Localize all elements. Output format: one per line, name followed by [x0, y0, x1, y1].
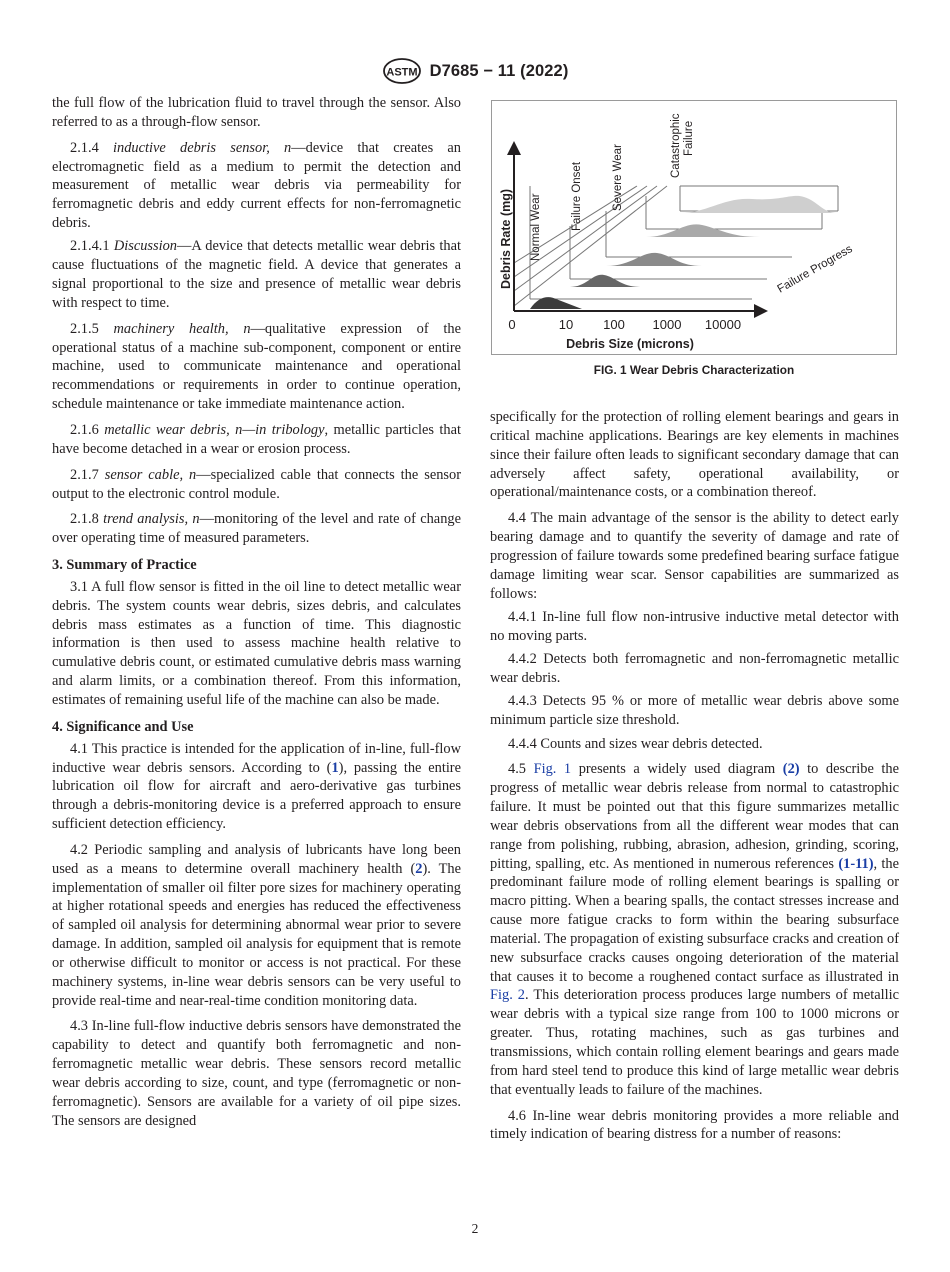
- x-tick-label: 1000: [652, 317, 682, 332]
- left-column: [52, 94, 461, 1135]
- stage-label-failure: Failure: [683, 120, 695, 156]
- standard-designation: D7685 − 11 (2022): [429, 61, 569, 80]
- wear-debris-diagram: [492, 101, 896, 354]
- section-number: 2.1.4.1: [70, 238, 110, 255]
- x-axis-label: Debris Size (microns): [566, 337, 694, 351]
- section-number: 2.1.4: [70, 139, 99, 156]
- page-number: 2: [471, 1221, 479, 1236]
- x-tick-label: 10: [558, 317, 574, 332]
- paragraph-4-1: [52, 740, 461, 834]
- paragraph-text: ), passing the entire lubrication oil flow for aircraft and aero-derivative gas turbines through a debris-monitoring device is a preferred approach to ensure sufficient detection efficiency.: [52, 759, 461, 833]
- right-column: [490, 408, 899, 1149]
- paragraph-text: , the predominant failure mode of rolling element bearings is spalling or macro pitting. When a bearing spalls, the contact stresses increase and cause more fatigue cracks to form within the bearing subsurface material. The propagation of existing subsurface cracks and creation of new subsurface cracks causes ongoing deterioration of the material that causes it to become a roughened contact surface as illustrated in: [490, 855, 900, 985]
- paragraph-4-6: 4.6 In-line wear debris monitoring provides a more reliable and timely indication of bearing distress for a number of reasons:: [490, 1107, 899, 1143]
- stage-label-catastrophic: Catastrophic: [670, 113, 682, 178]
- paragraph-2-1-4-1: [52, 237, 461, 312]
- paragraph-4-5: [490, 760, 899, 1099]
- paragraph-text: . This deterioration process produces large numbers of metallic wear debris with a typical size range from 100 to 1000 microns or greater. Thus, rotating machines, such as gas turbines and transmissions, which contain rolling element bearings and gears made from hard steel tend to produce this kind of large metallic wear debris that eventually leads to failure of the machines.: [490, 987, 899, 1098]
- x-tick-label: 100: [603, 317, 625, 332]
- paragraph-2-1-8: [52, 510, 461, 548]
- paragraph-text: ). The implementation of smaller oil filter pore sizes for machinery operating at higher rotational speeds and energies has reduced the effectiveness of sampled oil analysis for determining abnormal wear prior to severe damage. In addition, sampled oil analysis for equipment that is remote or otherwise difficult to monitor or access is not practical. For these machinery systems, in-line wear debris sensors can be very useful to provide real-time and near-real-time condition monitoring data.: [52, 860, 461, 1009]
- figure-2-link[interactable]: Fig. 2: [490, 987, 525, 1004]
- paragraph-continuation: specifically for the protection of rolling element bearings and gears in critical machine applications. Bearings are key elements in machines since their failure often leads to significant secondary damage that can adversely affect safety, operational availability, or operational/maintenance costs, or a combination thereof.: [490, 409, 899, 501]
- x-tick-label: 0: [508, 317, 516, 332]
- paragraph-4-4-2: 4.4.2 Detects both ferromagnetic and non-ferromagnetic metallic wear debris.: [490, 651, 899, 686]
- definition-text: , metallic particles that have become detached in a wear or erosion process.: [52, 422, 461, 457]
- stage-label-failure-onset: Failure Onset: [571, 161, 583, 231]
- failure-onset-distribution: [570, 275, 642, 287]
- definition-text: —qualitative expression of the operational status of a machine sub-component, component or entire machine, used to communicate maintenance and operational recommendations or requirements in order to continue operation, schedule maintenance or take immediate maintenance action.: [52, 320, 461, 413]
- y-axis-label: Debris Rate (mg): [499, 188, 513, 289]
- figure-1: [491, 100, 897, 355]
- svg-text:ASTM: ASTM: [385, 66, 418, 79]
- discussion-text: —A device that detects metallic wear debris that cause fluctuations of the magnetic field. A device that generates a signal proportional to the size and presence of metallic wear debris with respect to time.: [52, 238, 461, 311]
- x-tick-label: 10000: [704, 317, 742, 332]
- astm-logo-icon: [382, 58, 422, 84]
- reference-link-2[interactable]: 2: [415, 860, 423, 877]
- page-header: [0, 58, 950, 84]
- section-number: 2.1.7: [70, 466, 99, 483]
- reference-link-1[interactable]: 1: [331, 759, 339, 776]
- paragraph-4-4-1: 4.4.1 In-line full flow non-intrusive inductive metal detector with no moving parts.: [490, 608, 899, 644]
- depth-axis-label: Failure Progress: [775, 243, 855, 296]
- paragraph-text: 4.1 This practice is intended for the application of in-line, full-flow inductive wear debris sensors. According to (: [52, 740, 461, 776]
- section-number: 2.1.8: [70, 511, 99, 528]
- paragraph-4-4-4: 4.4.4 Counts and sizes wear debris detected.: [508, 735, 763, 752]
- definition-text: —specialized cable that connects the sensor output to the electronic control module.: [52, 466, 461, 502]
- paragraph-4-3: 4.3 In-line full-flow inductive debris sensors have demonstrated the capability to detect and quantify both ferromagnetic and non-ferromagnetic metallic wear debris. These sensors record metallic wear debris according to size, count, and type (ferromagnetic or non-ferromagnetic). Sensors are available for a variety of oil pipe sizes. The sensors are designed: [52, 1018, 461, 1129]
- paragraph-3-1: 3.1 A full flow sensor is fitted in the oil line to detect metallic wear debris. The system counts wear debris, sizes debris, and calculates debris mass estimates as a function of time. This diagnostic information is then used to assess machine health relative to cumulative debris count, or estimated cumulative debris mass warning and alarm limits, or a combination thereof. From this information, estimates of remaining useful life of the machine can also be made.: [52, 578, 461, 708]
- section-number: 2.1.6: [70, 422, 99, 438]
- figure-caption: FIG. 1 Wear Debris Characterization: [593, 363, 795, 377]
- catastrophic-distribution: [680, 196, 838, 213]
- defined-term: sensor cable, n: [104, 466, 197, 483]
- reference-link-2[interactable]: (2): [782, 761, 800, 778]
- section-number: 2.1.5: [70, 320, 99, 337]
- definition-text: —monitoring of the level and rate of change over operating time of measured parameters.: [52, 511, 461, 547]
- defined-term: trend analysis, n: [103, 511, 200, 528]
- stage-label-severe-wear: Severe Wear: [612, 144, 624, 211]
- severe-wear-distribution: [606, 253, 702, 266]
- paragraph-2-1-4: [52, 139, 461, 233]
- paragraph-2-1-6: [52, 421, 461, 459]
- reference-link-1-11[interactable]: (1-11): [838, 855, 874, 872]
- section-heading-4: 4. Significance and Use: [52, 718, 194, 735]
- paragraph-text: presents a widely used diagram: [571, 761, 783, 778]
- paragraph-4-4: 4.4 The main advantage of the sensor is the ability to detect early bearing damage and to quantify the severity of damage and rate of progression of failure towards some predefined bearing surface fatigue damage limiting wear scar. Sensor capabilities are summarized as follows:: [490, 510, 899, 602]
- progress-distribution: [646, 224, 760, 237]
- definition-text: —device that creates an electromagnetic field as a medium to permit the detection and measurement of metallic wear debris via permeability for ferromagnetic debris and eddy current effects for non-ferromagnetic debris.: [52, 139, 461, 232]
- paragraph-text: to describe the progress of metallic wear debris release from normal to catastrophic failure. It must be pointed out that this figure summarizes metallic wear debris observations from all the different wear modes that can range from polishing, rubbing, abrasion, adhesion, grinding, scoring, pitting, spalling, etc. As mentioned in numerous references: [490, 761, 899, 872]
- paragraph-2-1-5: [52, 320, 461, 414]
- figure-1-link[interactable]: Fig. 1: [533, 761, 572, 778]
- paragraph-continuation: the full flow of the lubrication fluid to travel through the sensor. Also referred to as a through-flow sensor.: [52, 95, 461, 130]
- defined-term: inductive debris sensor, n: [113, 139, 292, 156]
- defined-term: metallic wear debris, n—in tribology: [104, 422, 325, 438]
- paragraph-2-1-7: [52, 466, 461, 504]
- paragraph-4-2: [52, 841, 461, 1011]
- paragraph-text: 4.2 Periodic sampling and analysis of lubricants have long been used as a means to determine overall machinery health (: [52, 841, 461, 877]
- stage-label-normal-wear: Normal Wear: [530, 193, 542, 261]
- section-heading-3: 3. Summary of Practice: [52, 557, 197, 574]
- paragraph-4-4-3: 4.4.3 Detects 95 % or more of metallic wear debris above some minimum particle size threshold.: [490, 693, 899, 729]
- paragraph-text: 4.5: [508, 761, 534, 778]
- discussion-label: Discussion: [113, 238, 178, 255]
- defined-term: machinery health, n: [113, 320, 251, 337]
